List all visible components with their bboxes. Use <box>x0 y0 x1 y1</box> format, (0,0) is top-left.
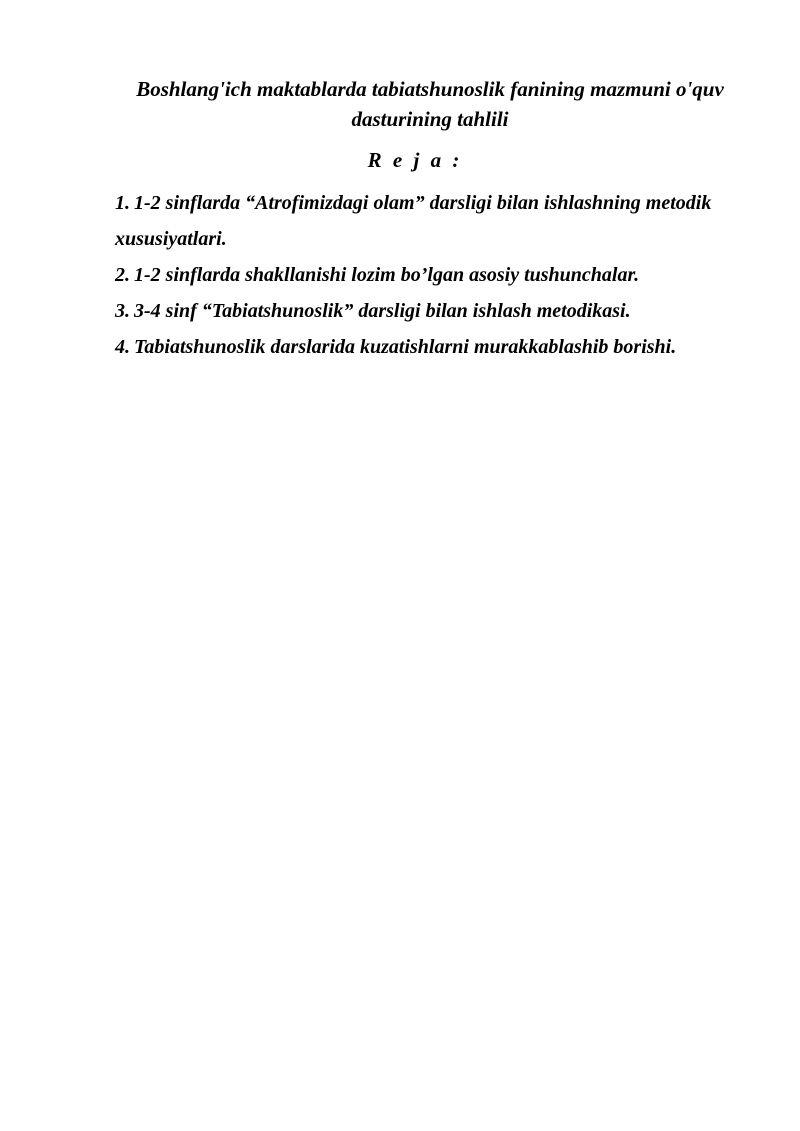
plan-item-number: 2. <box>115 264 130 286</box>
plan-item-2 <box>115 257 765 293</box>
plan-item-number: 4. <box>115 336 130 358</box>
plan-item-number: 3. <box>115 300 130 322</box>
plan-item-text: Tabiatshunoslik darslarida kuzatishlarni murakkablashib borishi. <box>134 336 677 358</box>
plan-item-text: 1-2 sinflarda “Atrofimizdagi olam” darsligi bilan ishlashning metodik xususiyatlari. <box>115 192 712 250</box>
plan-item-4 <box>115 329 765 365</box>
plan-item-text: 3-4 sinf “Tabiatshunoslik” darsligi bilan ishlash metodikasi. <box>134 300 631 322</box>
plan-item-1 <box>115 185 765 257</box>
plan-item-3 <box>115 293 765 329</box>
plan-item-number: 1. <box>115 192 130 214</box>
plan-item-text: 1-2 sinflarda shakllanishi lozim bo’lgan asosiy tushunchalar. <box>134 264 640 286</box>
plan-list <box>115 185 765 365</box>
plan-heading: R e j a : <box>367 148 463 172</box>
document-title: Boshlang'ich maktablarda tabiatshunoslik fanining mazmuni o'quv dasturining tahlili <box>136 77 724 131</box>
